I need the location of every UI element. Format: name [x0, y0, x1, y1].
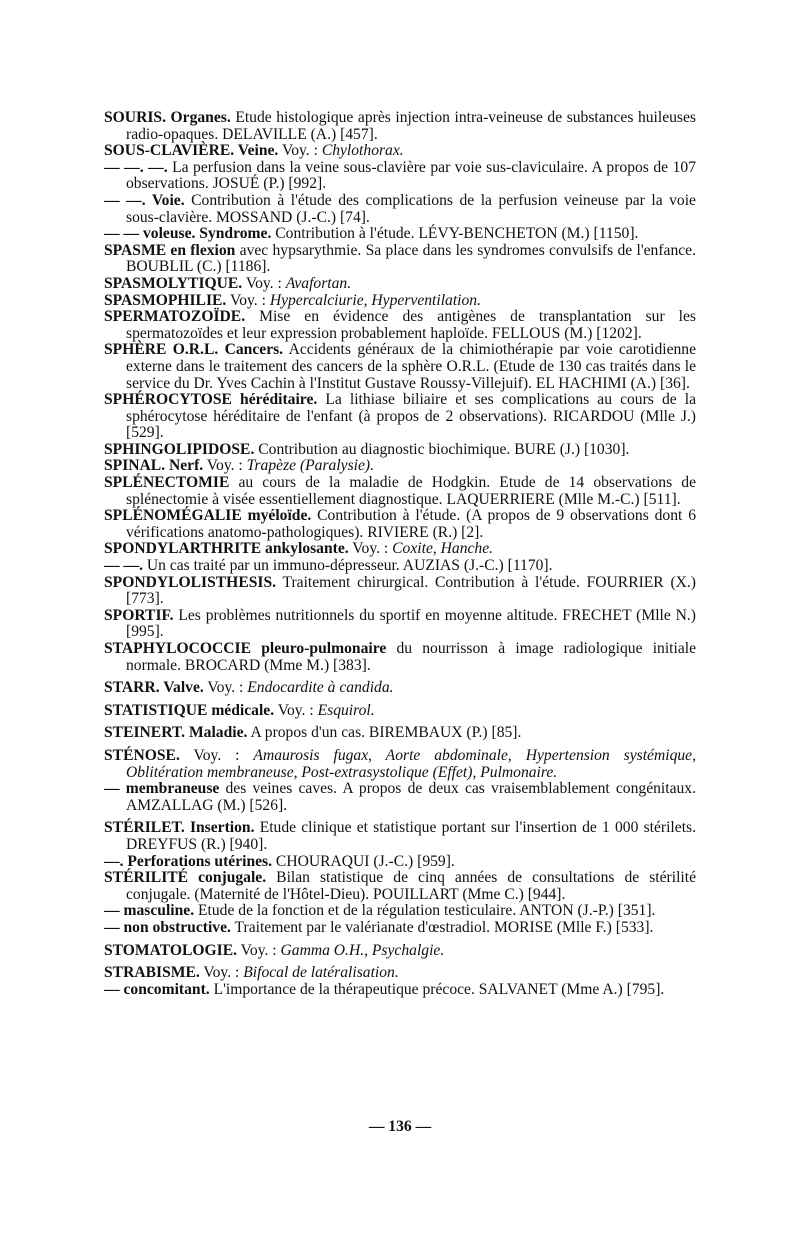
- entry-text: des veines caves. A propos de deux cas vraisemblablement congénitaux. AMZALLAG (M.) [526].: [126, 780, 696, 814]
- entry-heading: — — voleuse. Syndrome.: [104, 225, 272, 243]
- entry-heading: — —. —.: [104, 158, 168, 176]
- entry-heading: SPASMOLYTIQUE.: [104, 274, 243, 292]
- index-entry: [104, 748, 696, 781]
- index-entry: [104, 965, 696, 982]
- entry-heading: STAPHYLOCOCCIE pleuro-pulmonaire: [104, 640, 387, 657]
- entry-text: L'importance de la thérapeutique précoce. SALVANET (Mme A.) [795].: [209, 980, 665, 998]
- entry-heading: SPHÈRE O.R.L. Cancers.: [104, 341, 284, 359]
- entry-reference: Avafortan.: [285, 274, 352, 292]
- index-entry: [104, 943, 696, 960]
- index-entry: [104, 854, 696, 871]
- index-entry: [104, 193, 696, 226]
- entry-heading: SPONDYLOLISTHESIS.: [104, 573, 277, 591]
- entry-text: Voy. :: [348, 540, 393, 558]
- entry-heading: STEINERT. Maladie.: [104, 724, 248, 742]
- entry-heading: SPONDYLARTHRITE ankylosante.: [104, 540, 349, 558]
- entry-heading: — non obstructive.: [104, 918, 231, 936]
- index-entry: [104, 820, 696, 853]
- entry-text: Bilan statistique de cinq années de consultations de stérilité conjugale. (Maternité de l'Hôtel-Dieu). POUILLART (Mme C.) [944].: [126, 869, 696, 903]
- entry-heading: SPINAL. Nerf.: [104, 457, 204, 475]
- index-entry: [104, 558, 696, 575]
- index-entry: [104, 541, 696, 558]
- index-entry: [104, 703, 696, 720]
- page-number: — 136 —: [368, 1118, 432, 1135]
- entry-text: Voy. :: [179, 746, 254, 764]
- entry-reference: Esquirol.: [317, 701, 375, 719]
- entry-text: Contribution au diagnostic biochimique. BURE (J.) [1030].: [254, 440, 630, 458]
- entry-text: La perfusion dans la veine sous-clavière par voie sus-claviculaire. A propos de 107 observations. JOSUÉ (P.) [992].: [126, 158, 696, 193]
- entry-reference: Endocardite à candida.: [247, 679, 394, 697]
- entry-reference: Coxite, Hanche.: [392, 540, 494, 558]
- entry-text: Voy. :: [237, 941, 281, 959]
- entry-text: CHOURAQUI (J.-C.) [959].: [272, 852, 455, 870]
- entry-text: Voy. :: [226, 291, 270, 309]
- entry-reference: Bifocal de latéralisation.: [243, 964, 399, 982]
- entry-text: Etude histologique après injection intra-veineuse de substances huileuses radio-opaques. DELAVILLE (A.) [457].: [126, 109, 696, 143]
- entry-heading: SOUS-CLAVIÈRE. Veine.: [104, 142, 279, 160]
- entry-heading: STARR. Valve.: [104, 679, 204, 697]
- entry-heading: SPHÉROCYTOSE héréditaire.: [104, 391, 318, 409]
- index-page: [104, 110, 696, 998]
- entry-heading: — membraneuse: [104, 780, 220, 798]
- index-entry: [104, 293, 696, 310]
- entry-heading: — concomitant.: [104, 980, 210, 998]
- index-entry: [104, 641, 696, 674]
- entry-reference: Chylothorax.: [321, 142, 404, 160]
- entry-text: avec hypsarythmie. Sa place dans les syndromes convulsifs de l'enfance. BOUBLIL (C.) [1186].: [126, 241, 696, 276]
- entry-heading: STATISTIQUE médicale.: [104, 701, 275, 719]
- entry-text: Etude clinique et statistique portant sur l'insertion de 1 000 stérilets. DREYFUS (R.) [940].: [126, 819, 696, 853]
- entry-heading: — —.: [104, 557, 143, 575]
- index-entry: [104, 982, 696, 999]
- entry-text: A propos d'un cas. BIREMBAUX (P.) [85].: [247, 724, 522, 742]
- entry-text: Etude de la fonction et de la régulation testiculaire. ANTON (J.-P.) [351].: [194, 902, 656, 920]
- entry-reference: Hypercalciurie, Hyperventilation.: [269, 291, 481, 309]
- entry-heading: SPHINGOLIPIDOSE.: [104, 440, 255, 458]
- index-entry: [104, 575, 696, 608]
- entry-heading: SPLÉNECTOMIE: [104, 474, 230, 492]
- index-entry: [104, 309, 696, 342]
- index-entry: [104, 226, 696, 243]
- entry-reference: Gamma O.H., Psychalgie.: [280, 941, 445, 959]
- entry-heading: —. Perforations utérines.: [104, 852, 273, 870]
- index-entry: [104, 110, 696, 143]
- entry-text: Traitement par le valérianate d'œstradiol. MORISE (Mlle F.) [533].: [230, 918, 654, 936]
- index-entry: [104, 458, 696, 475]
- entry-text: Voy. :: [203, 457, 247, 475]
- entry-text: du nourrisson à image radiologique initiale normale. BROCARD (Mme M.) [383].: [126, 640, 696, 674]
- entry-heading: STÉRILITÉ conjugale.: [104, 869, 267, 887]
- entry-text: Contribution à l'étude. LÉVY-BENCHETON (M.) [1150].: [271, 225, 639, 243]
- entry-reference: Amaurosis fugax, Aorte abdominale, Hypertension systémique, Oblitération membraneuse, Post-extrasystolique (Effet), Pulmonaire.: [126, 746, 696, 781]
- index-entry: [104, 870, 696, 903]
- entry-heading: SPERMATOZOÏDE.: [104, 308, 246, 326]
- entry-text: Voy. :: [203, 679, 248, 697]
- entry-heading: SOURIS. Organes.: [104, 109, 231, 126]
- index-entry: [104, 342, 696, 392]
- index-entry: [104, 920, 696, 937]
- entry-heading: SPORTIF.: [104, 606, 174, 624]
- entry-text: Voy. :: [199, 964, 244, 982]
- entry-heading: SPASME en flexion: [104, 241, 236, 259]
- entry-text: Voy. :: [274, 701, 318, 719]
- entry-heading: STÉNOSE.: [104, 746, 180, 764]
- entry-reference: Trapèze (Paralysie).: [246, 457, 375, 475]
- index-entry: [104, 781, 696, 814]
- index-entry: [104, 508, 696, 541]
- entry-text: Contribution à l'étude des complications de la perfusion veineuse par la voie sous-clavière. MOSSAND (J.-C.) [74].: [126, 191, 696, 226]
- entry-text: Traitement chirurgical. Contribution à l'étude. FOURRIER (X.) [773].: [126, 573, 696, 608]
- entry-heading: STOMATOLOGIE.: [104, 941, 238, 959]
- index-entry: [104, 608, 696, 641]
- index-entry: [104, 903, 696, 920]
- index-entry: [104, 392, 696, 442]
- index-entry: [104, 680, 696, 697]
- entry-text: Les problèmes nutritionnels du sportif en moyenne altitude. FRECHET (Mlle N.) [995].: [126, 606, 696, 641]
- entry-text: Mise en évidence des antigènes de transplantation sur les spermatozoïdes et leur expression probablement haploïde. FELLOUS (M.) [1202].: [126, 308, 696, 342]
- index-entry: [104, 475, 696, 508]
- entry-heading: SPASMOPHILIE.: [104, 291, 227, 309]
- entry-text: Voy. :: [278, 142, 322, 160]
- index-entry: [104, 243, 696, 276]
- index-entry: [104, 160, 696, 193]
- entry-heading: — masculine.: [104, 902, 195, 920]
- index-entry: [104, 276, 696, 293]
- entry-text: Contribution à l'étude. (A propos de 9 observations dont 6 vérifications anatomo-pathologiques). RIVIERE (R.) [2].: [126, 507, 696, 541]
- entry-text: Un cas traité par un immuno-dépresseur. AUZIAS (J.-C.) [1170].: [142, 557, 553, 575]
- entry-text: au cours de la maladie de Hodgkin. Etude de 14 observations de splénectomie à visée essentiellement diagnostique. LAQUERRIERE (Mlle M.-C.) [511].: [126, 474, 696, 508]
- entry-text: La lithiase biliaire et ses complications au cours de la sphérocytose héréditaire de l'enfant (à propos de 2 observations). RICARDOU (Mlle J.) [529].: [126, 391, 697, 442]
- entry-text: Voy. :: [242, 274, 286, 292]
- entry-heading: — —. Voie.: [104, 191, 185, 209]
- index-entry: [104, 725, 696, 742]
- index-entry: [104, 442, 696, 459]
- entry-heading: STÉRILET. Insertion.: [104, 819, 255, 837]
- index-entry: [104, 143, 696, 160]
- entry-heading: STRABISME.: [104, 964, 200, 982]
- entry-heading: SPLÉNOMÉGALIE myéloïde.: [104, 507, 312, 525]
- entry-text: Accidents généraux de la chimiothérapie par voie carotidienne externe dans le traitement des cancers de la sphère O.R.L. (Etude de 130 cas traités dans le service du Dr. Yves Cachin à l'Institut Gustave Roussy-Villejuif). EL HACHIMI (A.) [36].: [126, 341, 697, 392]
